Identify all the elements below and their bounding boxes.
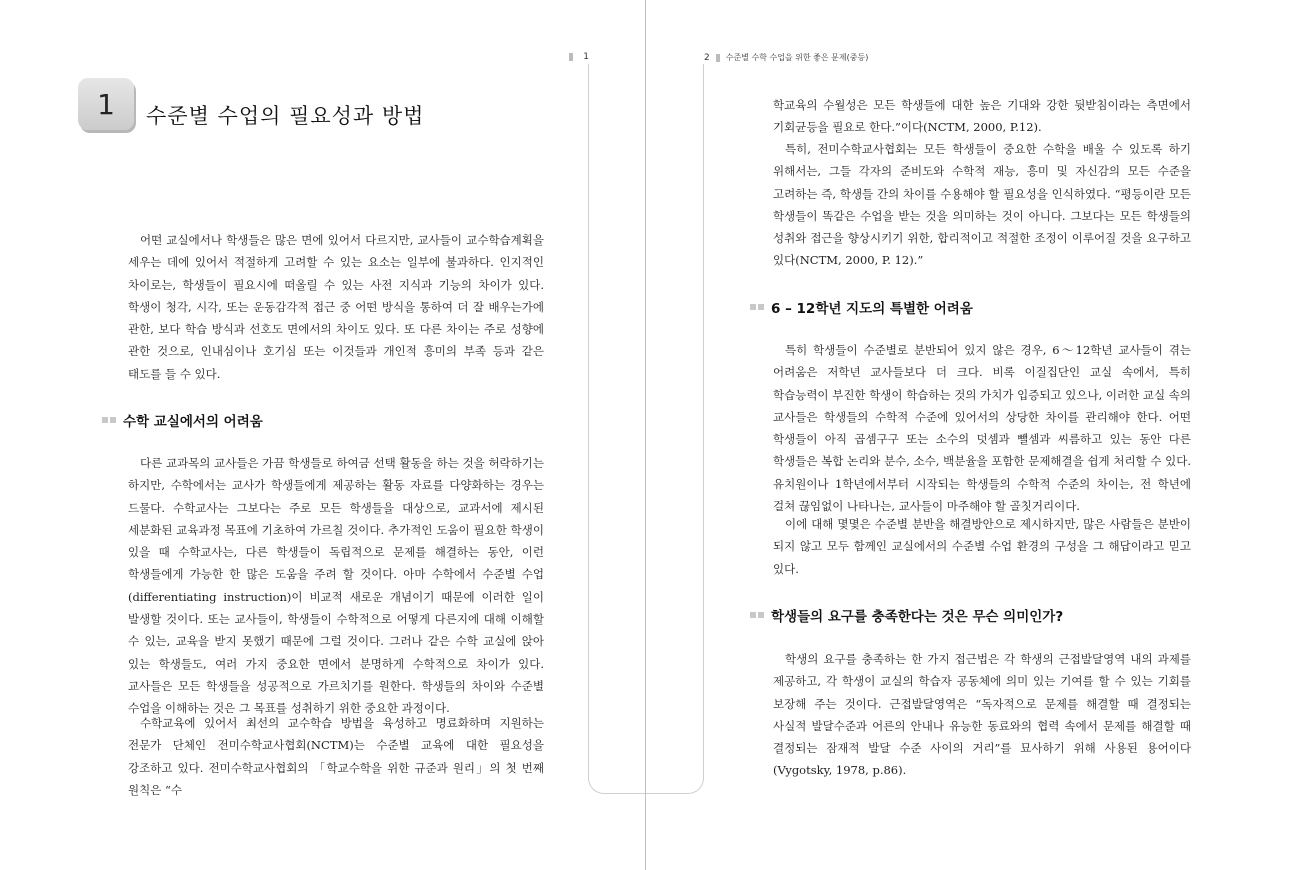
body-paragraph: 학교육의 수월성은 모든 학생들에 대한 높은 기대와 강한 뒷받침이라는 측면에서 기회균등을 필요로 한다.”이다(NCTM, 2000, P.12). [773,98,1191,135]
heading-bullet [102,417,108,423]
heading-bullet [758,304,764,310]
section-title: 수학 교실에서의 어려움 [123,414,263,430]
heading-bullet [750,304,756,310]
body-paragraph: 이에 대해 몇몇은 수준별 분반을 해결방안으로 제시하지만, 많은 사람들은 분반이 되지 않고 모두 함께인 교실에서의 수준별 수업 환경의 구성을 그 해답이라고 믿고 있다. [773,517,1191,576]
heading-bullet [110,417,116,423]
section-heading [102,410,263,430]
right-running-head [704,52,868,63]
body-paragraph: 특히, 전미수학교사협회는 모든 학생들이 중요한 수학을 배울 수 있도록 하기 위해서는, 그들 각자의 준비도와 수학적 재능, 흥미 및 자신감의 모든 수준을 고려하는 즉, 학생들 간의 차이를 수용해야 할 필요성을 인식하였다. “평등이란 모든 학생들이 똑같은 수업을 받는 것을 의미하는 것이 아니다. 그보다는 모든 학생들의 성취와 접근을 향상시키기 위한, 합리적이고 적절한 조정이 이루어질 것을 요구하고 있다(NCTM, 2000, P. 12).” [773,142,1191,268]
body-paragraph: 다른 교과목의 교사들은 가끔 학생들로 하여금 선택 활동을 하는 것을 허락하기는 하지만, 수학에서는 교사가 학생들에게 제공하는 활동 자료를 다양화하는 경우는 드물다. 수학교사는 그보다는 주로 모든 학생들을 대상으로, 교과서에 제시된 세분화된 교육과정 목표에 기초하여 가르칠 것이다. 추가적인 도움이 필요한 학생이 있을 때 수학교사는, 다른 학생들이 독립적으로 문제를 해결하는 동안, 이런 학생들에게 가능한 한 많은 도움을 주려 할 것이다. 아마 수학에서 수준별 수업(differentiating instruction)이 비교적 새로운 개념이기 때문에 이러한 일이 발생할 것이다. 또는 교사들이, 학생들이 수학적으로 어떻게 다른지에 대해 이해할 수 있는, 교육을 받지 못했기 때문에 그럴 것이다. 그러나 같은 수학 교실에 앉아 있는 학생들도, 여러 가지 중요한 면에서 분명하게 수학적으로 차이가 있다. 교사들은 모든 학생들을 성공적으로 가르치기를 원한다. 학생들의 차이와 수준별 수업을 이해하는 것은 그 목표를 성취하기 위한 중요한 과정이다. [128,456,544,716]
body-paragraph: 특히 학생들이 수준별로 분반되어 있지 않은 경우, 6～12학년 교사들이 겪는 어려움은 저학년 교사들보다 더 크다. 비록 이질집단인 교실 속에서, 특히 학습능력이 부진한 학생이 학습하는 것의 가치가 입증되고 있으나, 이러한 교실 속의 교사들은 학생들의 수학적 수준에 있어서의 상당한 차이를 관리해야 한다. 어떤 학생들이 아직 곱셈구구 또는 소수의 덧셈과 뺄셈과 씨름하고 있는 동안 다른 학생들은 복합 논리와 분수, 소수, 백분율을 포함한 문제해결을 쉽게 처리할 수 있다. 유치원이나 1학년에서부터 시작되는 학생들의 수학적 수준의 차이는, 전 학년에 걸쳐 끊임없이 나타나는, 교사들이 마주해야 할 골칫거리이다. [773,343,1191,514]
section-title: 학생들의 요구를 충족한다는 것은 무슨 의미인가? [771,609,1064,625]
intro-paragraph: 어떤 교실에서나 학생들은 많은 면에 있어서 다르지만, 교사들이 교수학습계획을 세우는 데에 있어서 적절하게 고려할 수 있는 요소는 일부에 불과하다. 인지적인 차이로는, 학생들이 필요시에 떠올릴 수 있는 사전 지식과 기능의 차이가 있다. 학생이 청각, 시각, 또는 운동감각적 접근 중 어떤 방식을 통하여 더 잘 배우는가에 관한, 보다 학습 방식과 선호도 면에서의 차이도 있다. 또 다른 차이는 주로 성향에 관한 것으로, 인내심이나 호기심 또는 이것들과 개인적 흥미의 부족 등과 같은 태도를 들 수 있다. [128,233,544,381]
chapter-number-badge: 1 [78,78,134,130]
heading-bullet [750,612,756,618]
right-page [646,0,1292,870]
body-paragraph: 수학교육에 있어서 최선의 교수학습 방법을 육성하고 명료화하며 지원하는 전문가 단체인 전미수학교사협회(NCTM)는 수준별 교육에 대한 필요성을 강조하고 있다. 전미수학교사협회의 「학교수학을 위한 규준과 원리」의 첫 번째 원칙은 “수 [128,716,544,797]
section-heading [750,297,973,317]
left-running-head [569,52,589,62]
section-title: 6 – 12학년 지도의 특별한 어려움 [771,301,973,317]
body-paragraph: 학생의 요구를 충족하는 한 가지 접근법은 각 학생의 근접발달영역 내의 과제를 제공하고, 각 학생이 교실의 학습자 공동체에 의미 있는 기여를 할 수 있는 기회를 보장해 주는 것이다. 근접발달영역은 “독자적으로 문제를 해결할 때 결정되는 사실적 발달수준과 어른의 안내나 유능한 동료와의 협력 속에서 문제를 해결할 때 결정되는 잠재적 발달 수준 사이의 거리”를 묘사하기 위해 사용된 용어이다(Vygotsky, 1978, p.86). [773,652,1191,778]
heading-bullet [758,612,764,618]
running-head-marker [569,53,573,61]
page-number: 1 [583,52,589,62]
page-number: 2 [704,53,710,63]
running-head-marker [716,54,720,62]
left-page [0,0,645,870]
chapter-title: 수준별 수업의 필요성과 방법 [146,104,425,128]
section-heading [750,605,1063,625]
running-head-title: 수준별 수학 수업을 위한 좋은 문제(중등) [725,53,869,62]
